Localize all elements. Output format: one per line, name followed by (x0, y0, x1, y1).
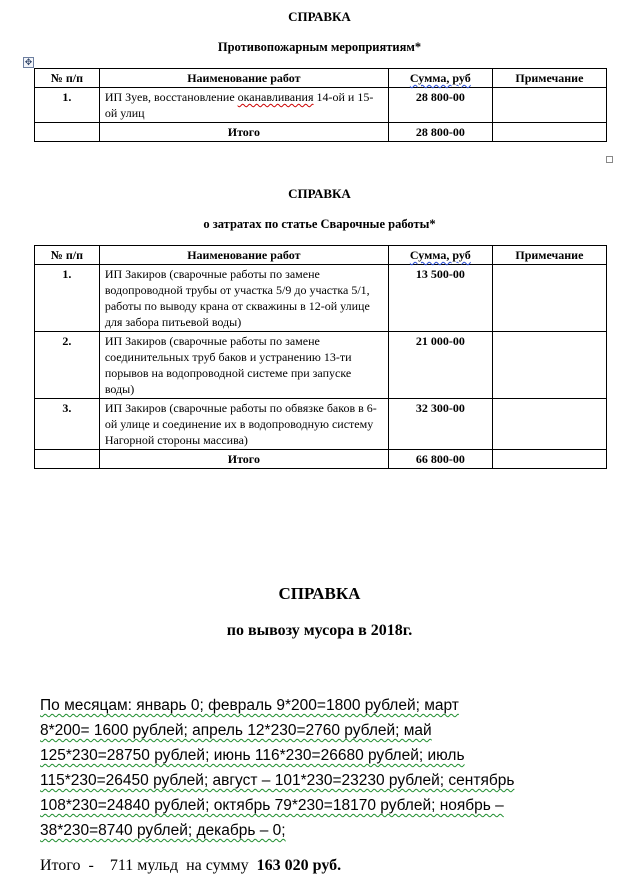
fire-safety-table (34, 68, 607, 142)
monthly-line: 108*230=24840 рублей; октябрь 79*230=18170 рублей; ноябрь – (40, 797, 504, 814)
total-note-cell (492, 450, 606, 469)
row-note (492, 332, 606, 399)
header-note: Примечание (492, 69, 606, 88)
grand-total: Итого - 711 мульд на сумму 163 020 руб. (40, 857, 342, 874)
monthly-line: 115*230=26450 рублей; август – 101*230=23230 рублей; сентябрь (40, 772, 515, 789)
table-row (35, 88, 607, 123)
row-description: ИП Закиров (сварочные работы по замене соединительных труб баков и устранению 13-ти порывов на водопроводной системе при запуске воды) (99, 332, 388, 399)
total-row (35, 450, 607, 469)
section2-title: СПРАВКА (288, 186, 351, 201)
total-note-cell (492, 123, 606, 142)
total-row (35, 123, 607, 142)
row-number: 1. (35, 88, 100, 123)
row-sum: 13 500-00 (388, 265, 492, 332)
table-header-row (35, 246, 607, 265)
total-empty-cell (35, 123, 100, 142)
monthly-breakdown (40, 693, 600, 843)
row-description: ИП Зуев, восстановление оканавливания 14-ой и 15-ой улиц (99, 88, 388, 123)
table-header-row (35, 69, 607, 88)
table-row (35, 265, 607, 332)
header-sum: Сумма, руб (388, 69, 492, 88)
monthly-line: 125*230=28750 рублей; июнь 116*230=26680 рублей; июль (40, 747, 465, 764)
total-sum: 28 800-00 (388, 123, 492, 142)
total-label: Итого (99, 123, 388, 142)
row-note (492, 88, 606, 123)
row-description: ИП Закиров (сварочные работы по замене водопроводной трубы от участка 5/9 до участка 5/1, работы по выводу крана от скважины в 12-ой улице для забора питьевой воды) (99, 265, 388, 332)
row-note (492, 265, 606, 332)
welding-table (34, 245, 607, 469)
table-move-handle-icon[interactable]: ✥ (24, 57, 33, 67)
total-label: Итого (99, 450, 388, 469)
table-row (35, 332, 607, 399)
monthly-line: По месяцам: январь 0; февраль 9*200=1800 рублей; март (40, 697, 459, 714)
section1-title: СПРАВКА (288, 9, 351, 24)
row-number: 2. (35, 332, 100, 399)
row-note (492, 399, 606, 450)
header-work-name: Наименование работ (99, 246, 388, 265)
header-number: № п/п (35, 246, 100, 265)
row-sum: 28 800-00 (388, 88, 492, 123)
total-empty-cell (35, 450, 100, 469)
total-sum: 66 800-00 (388, 450, 492, 469)
table-row (35, 399, 607, 450)
monthly-line: 8*200= 1600 рублей; апрель 12*230=2760 рублей; май (40, 722, 432, 739)
header-number: № п/п (35, 69, 100, 88)
row-sum: 21 000-00 (388, 332, 492, 399)
section1-subtitle: Противопожарным мероприятиям* (217, 40, 422, 54)
section2-subtitle: о затратах по статье Сварочные работы* (203, 217, 436, 231)
row-number: 1. (35, 265, 100, 332)
row-number: 3. (35, 399, 100, 450)
row-description: ИП Закиров (сварочные работы по обвязке баков в 6-ой улице и соединение их в водопроводную систему Нагорной стороны массива) (99, 399, 388, 450)
section3-subtitle: по вывозу мусора в 2018г. (226, 622, 413, 639)
table-resize-handle-icon[interactable] (606, 156, 613, 163)
header-note: Примечание (492, 246, 606, 265)
header-work-name: Наименование работ (99, 69, 388, 88)
section3-title: СПРАВКА (278, 584, 361, 603)
monthly-line: 38*230=8740 рублей; декабрь – 0; (40, 822, 286, 839)
header-sum: Сумма, руб (388, 246, 492, 265)
row-sum: 32 300-00 (388, 399, 492, 450)
